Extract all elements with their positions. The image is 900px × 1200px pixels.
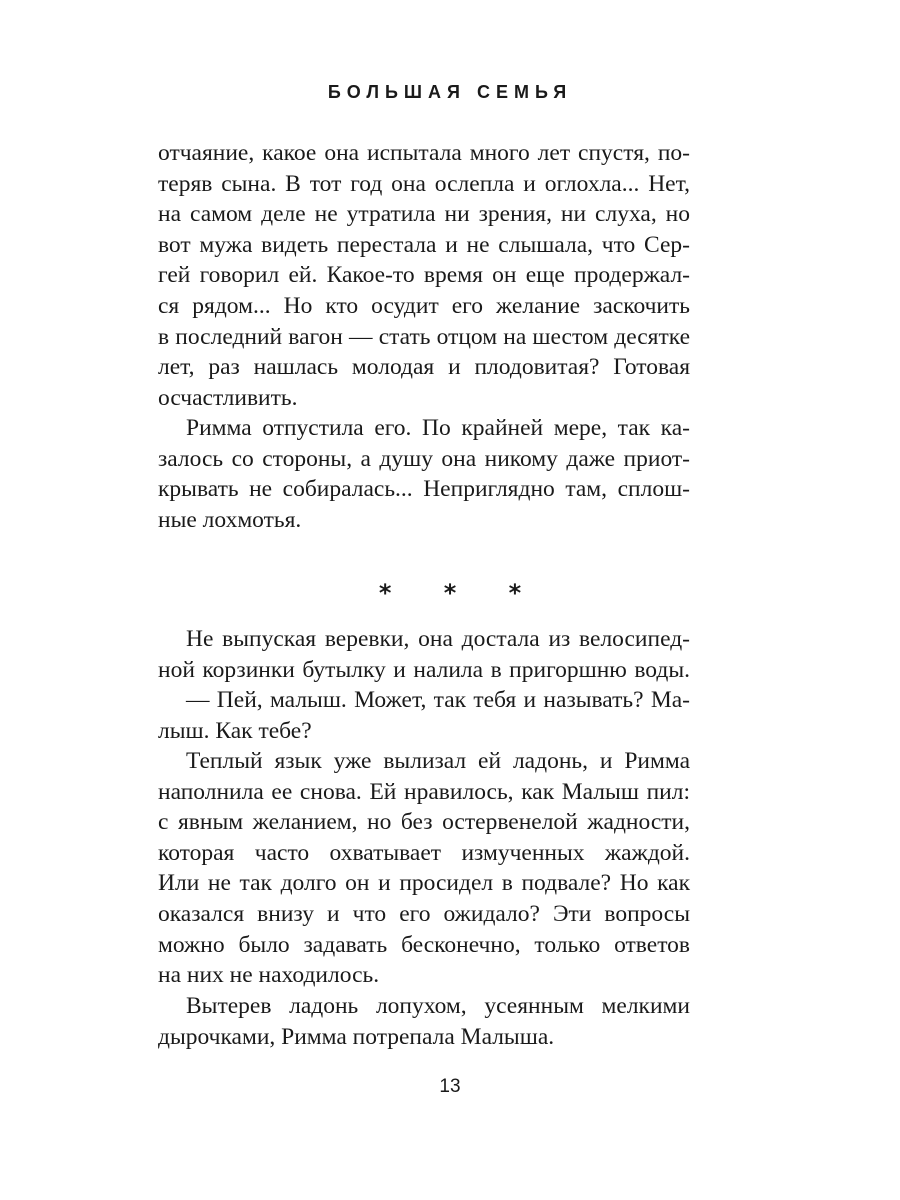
text-line: осчастливить. [158, 384, 298, 411]
text-line: залось со стороны, а душу она никому даже приот- [158, 445, 690, 472]
text-line: Не выпуская веревки, она достала из велосипед- [186, 626, 690, 652]
text-line: Римма отпустила его. По крайней мере, так ка- [186, 415, 690, 441]
paragraph [158, 138, 690, 413]
text-line: крывать не собиралась... Неприглядно там, сплош- [158, 476, 690, 503]
text-line: отчаяние, какое она испытала много лет спустя, по- [158, 140, 690, 166]
text-line: дырочками, Римма потрепала Малыша. [158, 1023, 555, 1050]
text-line: Вытерев ладонь лопухом, усеянным мелкими [186, 993, 690, 1019]
text-line: ной корзинки бутылку и налила в пригоршню воды. [158, 656, 690, 683]
page-number: 13 [439, 1076, 461, 1097]
paragraph [158, 624, 690, 746]
text-line: в последний вагон — стать отцом на шестом десятке [158, 323, 690, 350]
text-line: ся рядом... Но кто осудит его желание заскочить [158, 292, 690, 319]
text-line: — Пей, малыш. Может, так тебя и называть? Ма- [186, 687, 690, 714]
text-line: вот мужа видеть перестала и не слышала, что Сер- [158, 231, 690, 258]
text-line: Теплый язык уже вылизал ей ладонь, и Римма [186, 748, 690, 774]
text-line: можно было задавать бесконечно, только ответов [158, 931, 690, 958]
text-line: лыш. Как тебе? [158, 717, 312, 744]
text-line: на них не находилось. [158, 962, 380, 989]
text-line: с явным желанием, но без остервенелой жадности, [158, 809, 690, 836]
text-line: на самом деле не утратила ни зрения, ни слуха, но [158, 201, 690, 228]
section-break: * * * [378, 579, 544, 607]
text-line: гей говорил ей. Какое-то время он еще продержал- [158, 262, 690, 289]
text-line: лет, раз нашлась молодая и плодовитая? Готовая [158, 354, 690, 381]
text-line: которая часто охватывает измученных жаждой. [158, 839, 690, 866]
running-title: БОЛЬШАЯ СЕМЬЯ [327, 82, 573, 102]
text-line: оказался внизу и что его ожидало? Эти вопросы [158, 900, 690, 927]
text-line: Или не так долго он и просидел в подвале? Но как [158, 870, 690, 897]
paragraph [158, 746, 690, 991]
paragraph [158, 413, 690, 535]
text-line: ные лохмотья. [158, 506, 302, 533]
text-line: наполнила ее снова. Ей нравилось, как Малыш пил: [158, 778, 690, 805]
text-line: теряв сына. В тот год она ослепла и оглохла... Нет, [158, 170, 690, 197]
paragraph [158, 991, 690, 1052]
